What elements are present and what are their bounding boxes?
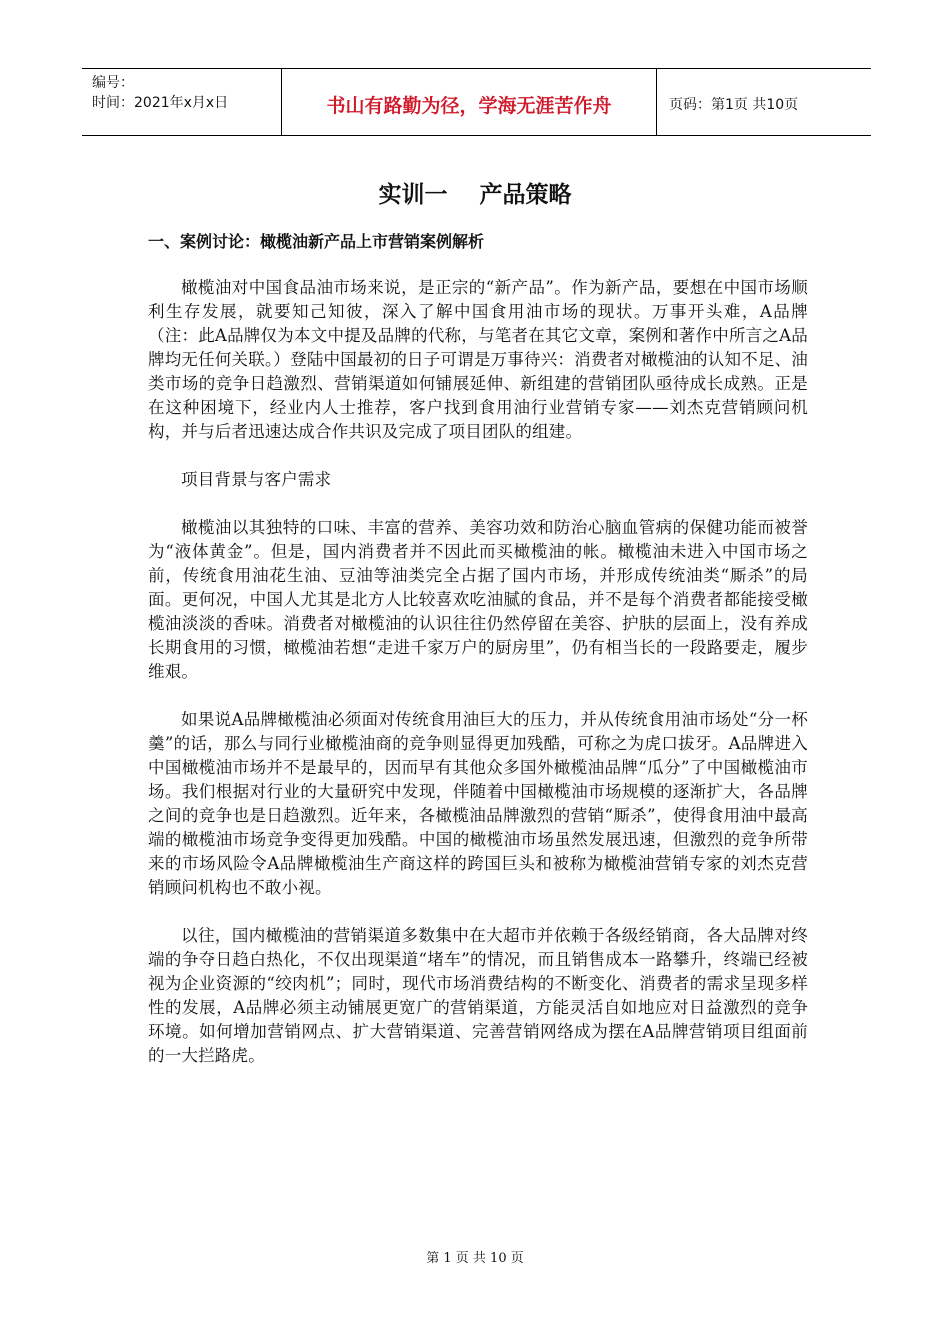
document-title: 实训一 产品策略: [378, 182, 572, 208]
document-body: [148, 276, 808, 1092]
page-footer: 第 1 页 共 10 页: [426, 1251, 524, 1266]
time-label: 时间：2021年x月x日: [92, 95, 229, 111]
subsection-heading: 项目背景与客户需求: [181, 470, 332, 489]
document-header: [82, 68, 871, 136]
body-paragraph: 以往，国内橄榄油的营销渠道多数集中在大超市并依赖于各级经销商，各大品牌对终端的争夺日趋白热化，不仅出现渠道“堵车”的情况，而且销售成本一路攀升，终端已经被视为企业资源的“绞肉机”；同时，现代市场消费结构的不断变化、消费者的需求呈现多样性的发展，A品牌必须主动铺展更宽广的营销渠道，方能灵活自如地应对日益激烈的竞争环境。如何增加营销网点、扩大营销渠道、完善营销网络成为摆在A品牌营销项目组面前的一大拦路虎。: [148, 926, 808, 1065]
section-heading: 一、案例讨论：橄榄油新产品上市营销案例解析: [148, 232, 485, 251]
serial-label: 编号：: [92, 75, 134, 91]
body-paragraph: 橄榄油以其独特的口味、丰富的营养、美容功效和防治心脑血管病的保健功能而被誉为“液体黄金”。但是，国内消费者并不因此而买橄榄油的帐。橄榄油未进入中国市场之前，传统食用油花生油、豆油等油类完全占据了国内市场，并形成传统油类“厮杀”的局面。更何况，中国人尤其是北方人比较喜欢吃油腻的食品，并不是每个消费者都能接受橄榄油淡淡的香味。消费者对橄榄油的认识往往仍然停留在美容、护肤的层面上，没有养成长期食用的习惯，橄榄油若想“走进千家万户的厨房里”，仍有相当长的一段路要走，履步维艰。: [148, 518, 808, 681]
header-page-info: 页码：第1页 共10页: [669, 97, 799, 113]
body-paragraph: 如果说A品牌橄榄油必须面对传统食用油巨大的压力，并从传统食用油市场处“分一杯羹”的话，那么与同行业橄榄油商的竞争则显得更加残酷，可称之为虎口拔牙。A品牌进入中国橄榄油市场并不是最早的，因而早有其他众多国外橄榄油品牌“瓜分”了中国橄榄油市场。我们根据对行业的大量研究中发现，伴随着中国橄榄油市场规模的逐渐扩大，各品牌之间的竞争也是日趋激烈。近年来，各橄榄油品牌激烈的营销“厮杀”，使得食用油中最高端的橄榄油市场竞争变得更加残酷。中国的橄榄油市场虽然发展迅速，但激烈的竞争所带来的市场风险令A品牌橄榄油生产商这样的跨国巨头和被称为橄榄油营销专家的刘杰克营销顾问机构也不敢小视。: [148, 710, 808, 897]
header-meta: [82, 69, 282, 135]
header-motto: 书山有路勤为径，学海无涯苦作舟: [282, 69, 657, 135]
body-paragraph: 橄榄油对中国食品油市场来说，是正宗的“新产品”。作为新产品，要想在中国市场顺利生存发展，就要知己知彼，深入了解中国食用油市场的现状。万事开头难，A品牌（注：此A品牌仅为本文中提及品牌的代称，与笔者在其它文章，案例和著作中所言之A品牌均无任何关联。）登陆中国最初的日子可谓是万事待兴：消费者对橄榄油的认知不足、油类市场的竞争日趋激烈、营销渠道如何铺展延伸、新组建的营销团队亟待成长成熟。正是在这种困境下，经业内人士推荐，客户找到食用油行业营销专家——刘杰克营销顾问机构，并与后者迅速达成合作共识及完成了项目团队的组建。: [148, 278, 808, 441]
